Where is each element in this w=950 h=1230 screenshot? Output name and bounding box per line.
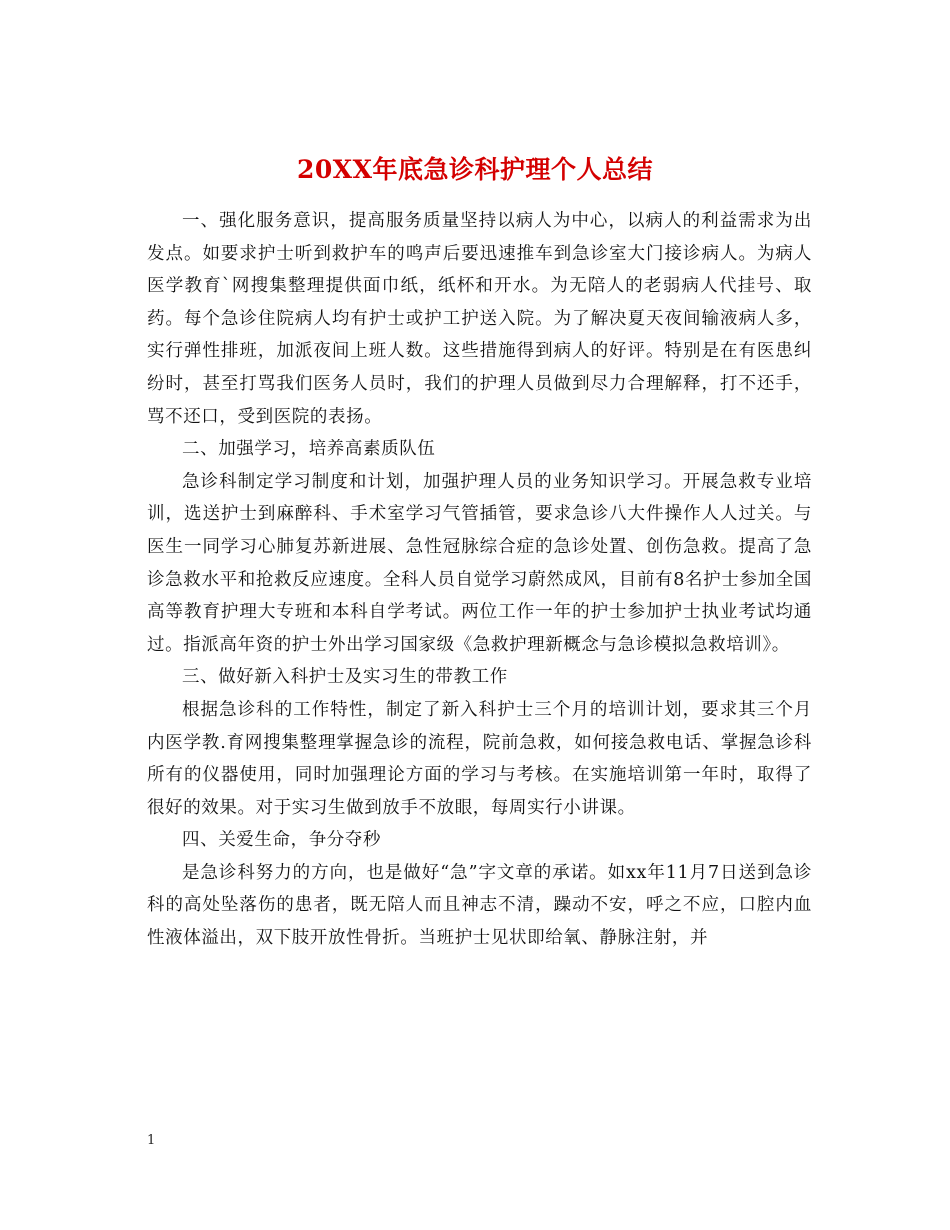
paragraph-service-awareness: 一、强化服务意识，提高服务质量坚持以病人为中心，以病人的利益需求为出发点。如要求护士听到救护车的鸣声后要迅速推车到急诊室大门接诊病人。为病人医学教育`网搜集整理提供面巾纸，纸杯和开水。为无陪人的老弱病人代挂号、取药。每个急诊住院病人均有护士或护工护送入院。为了解决夏天夜间输液病人多，实行弹性排班，加派夜间上班人数。这些措施得到病人的好评。特别是在有医患纠纷时，甚至打骂我们医务人员时，我们的护理人员做到尽力合理解释，打不还手，骂不还口，受到医院的表扬。 [147,211,812,427]
heading-cherish-life: 四、关爱生命，争分夺秒 [182,830,382,851]
paragraph-learning-system: 急诊科制定学习制度和计划，加强护理人员的业务知识学习。开展急救专业培训，选送护士到麻醉科、手术室学习气管插管，要求急诊八大件操作人人过关。与医生一同学习心肺复苏新进展、急性冠脉综合症的急诊处置、创伤急救。提高了急诊急救水平和抢救反应速度。全科人员自觉学习蔚然成风，目前有8名护士参加全国高等教育护理大专班和本科自学考试。两位工作一年的护士参加护士执业考试均通过。指派高年资的护士外出学习国家级《急救护理新概念与急诊模拟急救培训》。 [147,471,812,655]
heading-strengthen-learning: 二、加强学习，培养高素质队伍 [182,439,436,460]
heading-training-newcomers: 三、做好新入科护士及实习生的带教工作 [182,667,508,688]
document-title: 20XX年底急诊科护理个人总结 [296,154,654,184]
document-body [147,205,812,955]
paragraph-emergency-case: 是急诊科努力的方向，也是做好“急”字文章的承诺。如xx年11月7日送到急诊科的高处坠落伤的患者，既无陪人而且神志不清，躁动不安，呼之不应，口腔内血性液体溢出，双下肢开放性骨折。当班护士见状即给氧、静脉注射，并 [147,862,812,949]
page-number: 1 [147,1133,156,1148]
paragraph-training-plan: 根据急诊科的工作特性，制定了新入科护士三个月的培训计划，要求其三个月内医学教.育网搜集整理掌握急诊的流程，院前急救，如何接急救电话、掌握急诊科所有的仪器使用，同时加强理论方面的学习与考核。在实施培训第一年时，取得了很好的效果。对于实习生做到放手不放眼，每周实行小讲课。 [147,699,812,818]
